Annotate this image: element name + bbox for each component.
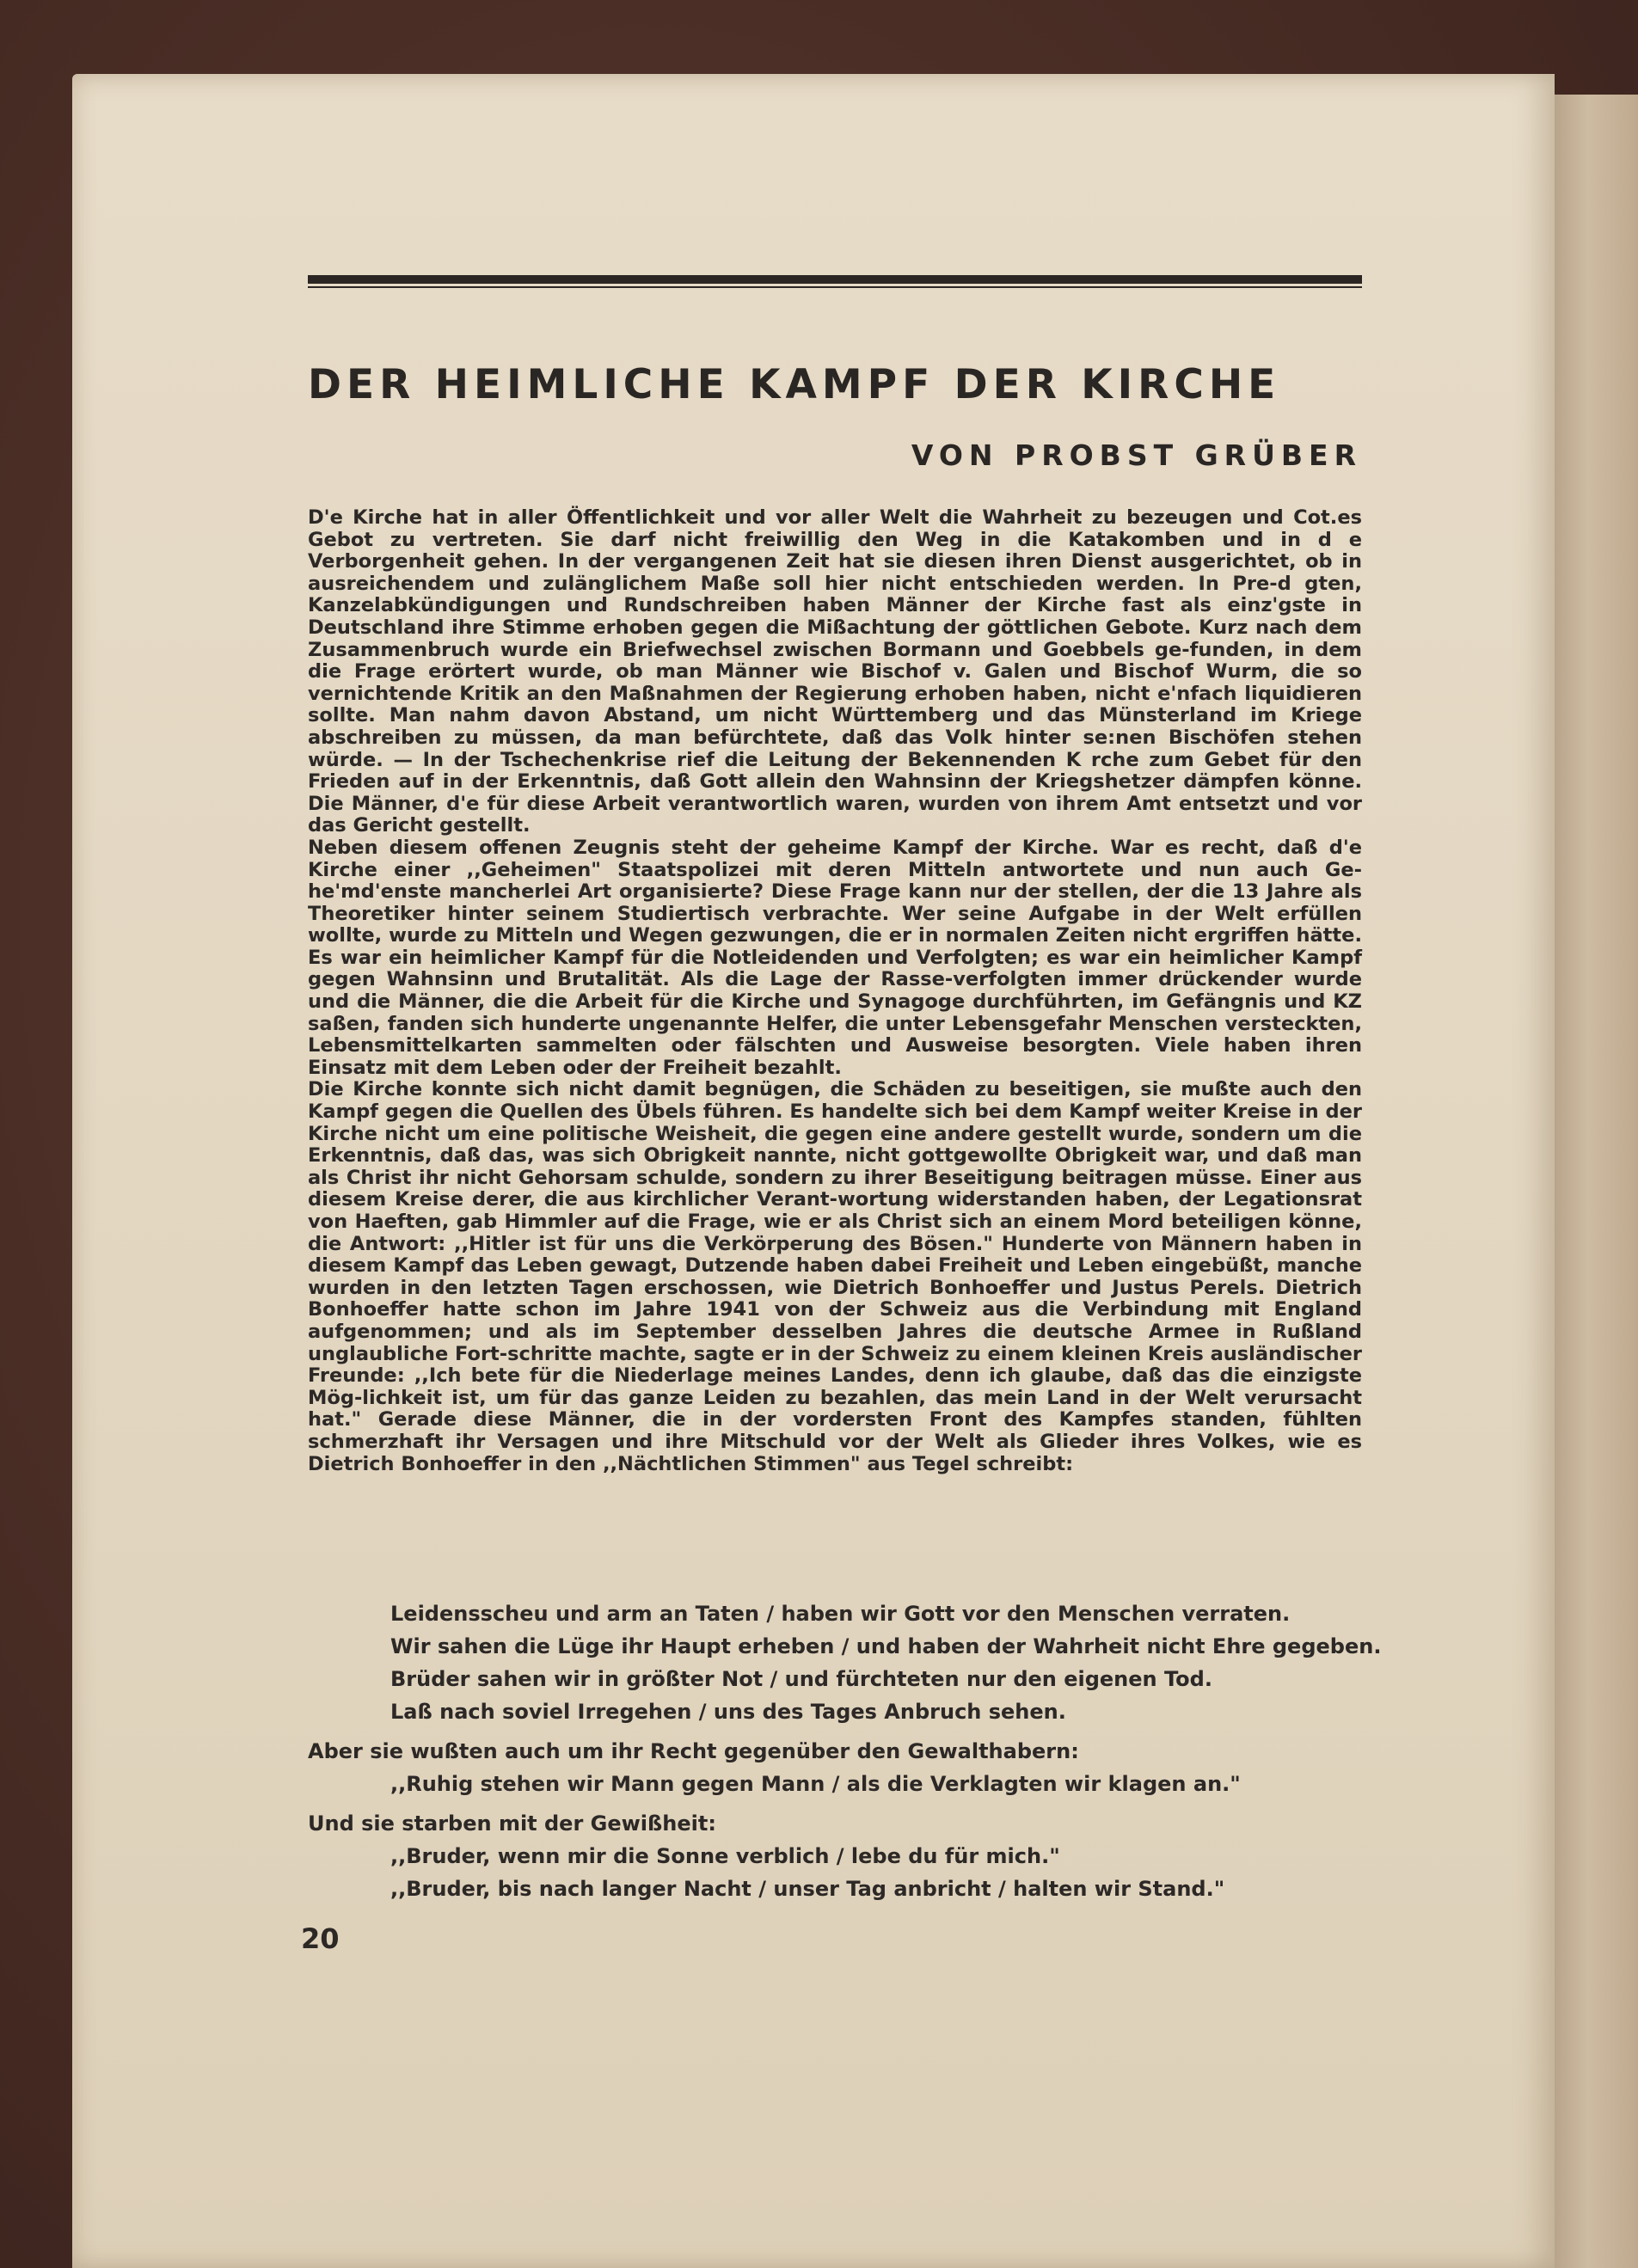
- article-title: DER HEIMLICHE KAMPF DER KIRCHE: [308, 361, 1281, 408]
- header-rule: [308, 275, 1362, 284]
- paragraph-2: Neben diesem offenen Zeugnis steht der geheime Kampf der Kirche. War es recht, daß d'e Kirche einer ,,Geheimen" Staatspolizei mit deren Mitteln antwortete und nun auch Ge-he'md'enste mancherlei Art organisierte? Diese Frage kann nur der stellen, der die 13 Jahre als Theoretiker hinter seinem Studiertisch verbrachte. Wer seine Aufgabe in der Welt erfüllen wollte, wurde zu Mitteln und Wegen gezwungen, die er in normalen Zeiten nicht ergriffen hätte. Es war ein heimlicher Kampf für die Notleidenden und Verfolgten; es war ein heimlicher Kampf gegen Wahnsinn und Brutalität. Als die Lage der Rasse-verfolgten immer drückender wurde und die Männer, die die Arbeit für die Kirche und Synagoge durchführten, im Gefängnis und KZ saßen, fanden sich hunderte ungenannte Helfer, die unter Lebensgefahr Menschen versteckten, Lebensmittelkarten sammelten oder fälschten und Ausweise besorgten. Viele haben ihren Einsatz mit dem Leben oder der Freiheit bezahlt.: [308, 836, 1362, 1079]
- verse-line-1: Leidensscheu und arm an Taten / haben wir Gott vor den Menschen verraten.: [390, 1602, 1291, 1626]
- verse-line-4: Laß nach soviel Irregehen / uns des Tages Anbruch sehen.: [390, 1700, 1066, 1724]
- page-number: 20: [301, 1922, 340, 1955]
- poem-quotes: [308, 1597, 1382, 1905]
- quote-line-2: ,,Bruder, wenn mir die Sonne verblich / lebe du für mich.": [390, 1844, 1060, 1868]
- paragraph-1: D'e Kirche hat in aller Öffentlichkeit und vor aller Welt die Wahrheit zu bezeugen und Cot.es Gebot zu vertreten. Sie darf nicht freiwillig den Weg in die Katakomben und in d e Verborgenheit gehen. In der vergangenen Zeit hat sie diesen ihren Dienst ausgerichtet, ob in ausreichendem und zulänglichem Maße soll hier nicht entschieden werden. In Pre-d gten, Kanzelabkündigungen und Rundschreiben haben Männer der Kirche fast als einz'gste in Deutschland ihre Stimme erhoben gegen die Mißachtung der göttlichen Gebote. Kurz nach dem Zusammenbruch wurde ein Briefwechsel zwischen Bormann und Goebbels ge-funden, in dem die Frage erörtert wurde, ob man Männer wie Bischof v. Galen und Bischof Wurm, die so vernichtende Kritik an den Maßnahmen der Regierung erhoben haben, nicht e'nfach liquidieren sollte. Man nahm davon Abstand, um nicht Württemberg und das Münsterland im Kriege abschreiben zu müssen, da man befürchtete, daß das Volk hinter se:nen Bischöfen stehen würde. — In der Tschechenkrise rief die Leitung der Bekennenden K rche zum Gebet für den Frieden auf in der Erkenntnis, daß Gott allein den Wahnsinn der Kriegshetzer dämpfen könne. Die Männer, d'e für diese Arbeit verantwortlich waren, wurden von ihrem Amt entsetzt und vor das Gericht gestellt.: [308, 506, 1362, 837]
- article-byline: VON PROBST GRÜBER: [911, 438, 1362, 472]
- verse-line-3: Brüder sahen wir in größter Not / und fürchteten nur den eigenen Tod.: [390, 1667, 1212, 1691]
- intro-line-1: Aber sie wußten auch um ihr Recht gegenüber den Gewalthabern:: [308, 1739, 1079, 1763]
- article-body: [308, 507, 1362, 1475]
- quote-line-1: ,,Ruhig stehen wir Mann gegen Mann / als die Verklagten wir klagen an.": [390, 1772, 1241, 1796]
- intro-line-2: Und sie starben mit der Gewißheit:: [308, 1811, 716, 1836]
- paragraph-3: Die Kirche konnte sich nicht damit begnügen, die Schäden zu beseitigen, sie mußte auch den Kampf gegen die Quellen des Übels führen. Es handelte sich bei dem Kampf weiter Kreise in der Kirche nicht um eine politische Weisheit, die gegen eine andere gestellt wurde, sondern um die Erkenntnis, daß das, was sich Obrigkeit nannte, nicht gottgewollte Obrigkeit war, und daß man als Christ ihr nicht Gehorsam schulde, sondern zu ihrer Beseitigung beitragen müsse. Einer aus diesem Kreise derer, die aus kirchlicher Verant-wortung widerstanden haben, der Legationsrat von Haeften, gab Himmler auf die Frage, wie er als Christ sich an einem Mord beteiligen könne, die Antwort: ,,Hitler ist für uns die Verkörperung des Bösen." Hunderte von Männern haben in diesem Kampf das Leben gewagt, Dutzende haben dabei Freiheit und Leben eingebüßt, manche wurden in den letzten Tagen erschossen, wie Dietrich Bonhoeffer und Justus Perels. Dietrich Bonhoeffer hatte schon im Jahre 1941 von der Schweiz aus die Verbindung mit England aufgenommen; und als im September desselben Jahres die deutsche Armee in Rußland unglaubliche Fort-schritte machte, sagte er in der Schweiz zu einem kleinen Kreis ausländischer Freunde: ,,Ich bete für die Niederlage meines Landes, denn ich glaube, daß das die einzigste Mög-lichkeit ist, um für das ganze Leiden zu bezahlen, das mein Land in der Welt verursacht hat." Gerade diese Männer, die in der vordersten Front des Kampfes standen, fühlten schmerzhaft ihr Versagen und ihre Mitschuld vor der Welt als Glieder ihres Volkes, wie es Dietrich Bonhoeffer in den ,,Nächtlichen Stimmen" aus Tegel schreibt:: [308, 1078, 1362, 1475]
- quote-line-3: ,,Bruder, bis nach langer Nacht / unser Tag anbricht / halten wir Stand.": [390, 1877, 1225, 1901]
- verse-line-2: Wir sahen die Lüge ihr Haupt erheben / und haben der Wahrheit nicht Ehre gegeben.: [390, 1634, 1382, 1658]
- facing-page-edge: [1555, 95, 1638, 2268]
